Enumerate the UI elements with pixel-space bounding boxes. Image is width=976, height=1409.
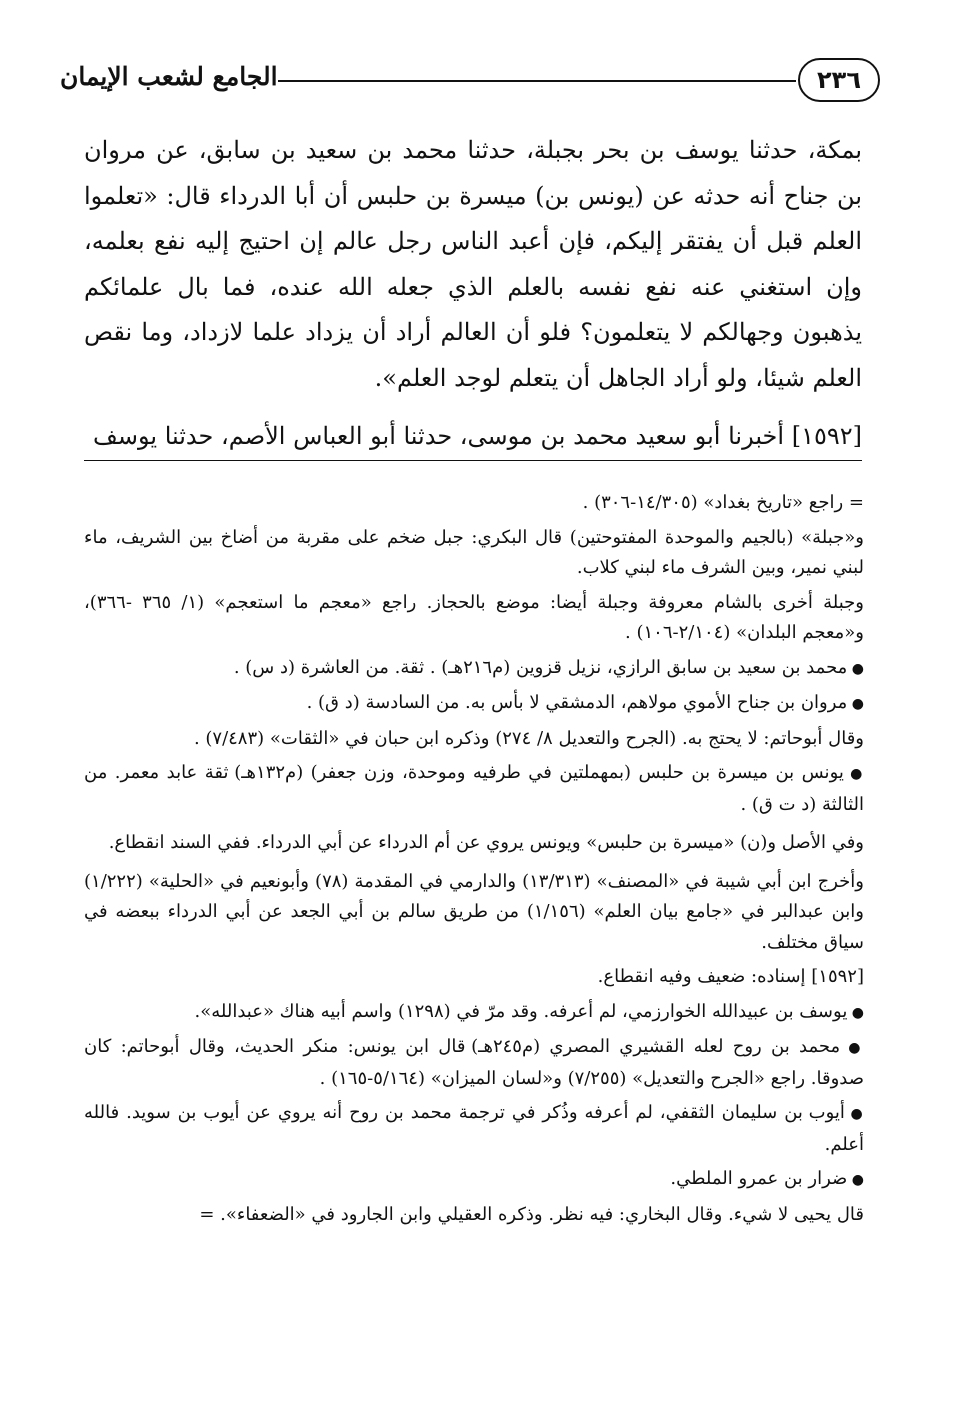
footnote-bullet: ● محمد بن سعيد بن سابق الرازي، نزيل قزوين (م٢١٦هـ) . ثقة. من العاشرة (د س) . (84, 653, 864, 685)
footnote-heading: [١٥٩٢] إسناده: ضعيف وفيه انقطاع. (597, 966, 864, 987)
footnote: و«جبلة» (بالجيم والموحدة المفتوحتين) قال البكري: جبل ضخم على مقربة من أضاخ بين الشريف، ماء لبني نمير، وبين الشرف ماء لبني كلاب. (84, 526, 864, 578)
footnote-bullet: ● ضرار بن عمرو الملطي. (84, 1164, 864, 1196)
footnotes (84, 488, 864, 1234)
footnote: وجبلة أخرى بالشام معروفة وجبلة أيضا: موضع بالحجاز. راجع «معجم ما استعجم» (١/ ٣٦٥ -٣٦٦)، و«معجم البلدان» (٢/١٠٤-١٠٦) . (84, 591, 864, 643)
narration-1592: [١٥٩٢] أخبرنا أبو سعيد محمد بن موسى، حدثنا أبو العباس الأصم، حدثنا يوسف (84, 416, 862, 461)
footnote: = راجع «تاريخ بغداد» (١٤/٣٠٥-٣٠٦) . (582, 492, 864, 513)
footnote: وفي الأصل و(ن) «ميسرة بن حلبس» ويونس يروي عن أم الدرداء عن أبي الدرداء. ففي السند انقطاع. (108, 832, 864, 853)
main-text (84, 128, 862, 401)
header-rule (278, 80, 796, 82)
footnote-bullet: ● يونس بن ميسرة بن حلبس (بمهملتين في طرفيه وموحدة، وزن جعفر) (م١٣٢هـ) ثقة عابد معمر. من الثالثة (د ت ق) . (84, 758, 864, 820)
footnote: قال يحيى لا شيء. وقال البخاري: فيه نظر. وذكره العقيلي وابن الجارود في «الضعفاء». = (199, 1203, 864, 1225)
running-title: الجامع لشعب الإيمان (60, 62, 278, 91)
footnote: وقال أبوحاتم: لا يحتج به. (الجرح والتعديل ٨/ ٢٧٤) وذكره ابن حبان في «الثقات» (٧/٤٨٣) . (193, 727, 864, 749)
footnote: وأخرج ابن أبي شيبة في «المصنف» (١٣/٣١٣) والدارمي في المقدمة (٧٨) وأبونعيم في «الحلية» (١/٢٢٢) وابن عبدالبر في «جامع بيان العلم» (١/١٥٦) من طريق سالم بن أبي الجعد عن أبي الدرداء ببعضه في سياق مختلف. (84, 870, 864, 953)
page-number: ٢٣٦ (798, 58, 880, 102)
page-header (60, 58, 880, 108)
footnote-bullet: ● محمد بن روح لعله القشيري المصري (م٢٤٥هـ) قال ابن يونس: منكر الحديث، وقال أبوحاتم: كان صدوقا. راجع «الجرح والتعديل» (٧/٢٥٥) و«لسان الميزان» (٥/١٦٤-١٦٥) . (84, 1032, 864, 1094)
main-paragraph: بمكة، حدثنا يوسف بن بحر بجبلة، حدثنا محمد بن سعيد بن سابق، عن مروان بن جناح أنه حدثه عن (يونس بن) ميسرة بن حلبس أن أبا الدرداء قال: «تعلموا العلم قبل أن يفتقر إليكم، فإن أعبد الناس رجل عالم إن احتيج إليه نفع بعلمه، وإن استغني عنه نفع نفسه بالعلم الذي جعله الله عنده، فما بال علمائكم يذهبون وجهالكم لا يتعلمون؟ فلو أن العالم أراد أن يزداد علما لازداد، وما نقص العلم شيئا، ولو أراد الجاهل أن يتعلم لوجد العلم». (84, 136, 862, 392)
footnote-bullet: ● أيوب بن سليمان الثقفي، لم أعرفه وذُكر في ترجمة محمد بن روح أنه يروي عن أيوب بن سويد. فالله أعلم. (84, 1098, 864, 1160)
footnote-bullet: ● يوسف بن عبيدالله الخوارزمي، لم أعرفه. وقد مرّ في (١٢٩٨) واسم أبيه هناك «عبدالله». (84, 997, 864, 1029)
footnote-bullet: ● مروان بن جناح الأموي مولاهم، الدمشقي لا بأس به. من السادسة (د ق) . (84, 688, 864, 720)
